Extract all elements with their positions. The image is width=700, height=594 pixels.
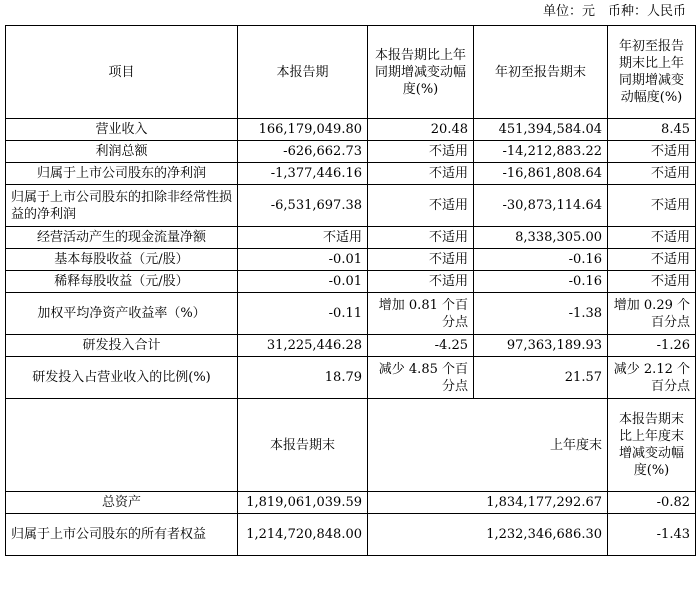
table-row xyxy=(6,492,696,514)
row-label: 稀释每股收益（元/股） xyxy=(6,271,238,293)
header2-prev-year-end: 上年度末 xyxy=(368,399,608,492)
table-row xyxy=(6,293,696,335)
cell-value: -0.11 xyxy=(238,293,368,335)
cell-value: 451,394,584.04 xyxy=(474,119,608,141)
header2-period-end: 本报告期末 xyxy=(238,399,368,492)
header-ytd: 年初至报告期末 xyxy=(474,26,608,119)
cell-value: 不适用 xyxy=(368,141,474,163)
cell-value: 减少 4.85 个百分点 xyxy=(368,357,474,399)
cell-value: -4.25 xyxy=(368,335,474,357)
cell-value: -1.43 xyxy=(608,514,696,556)
cell-value: 31,225,446.28 xyxy=(238,335,368,357)
cell-value: 减少 2.12 个百分点 xyxy=(608,357,696,399)
row-label: 加权平均净资产收益率（%） xyxy=(6,293,238,335)
cell-value: 8,338,305.00 xyxy=(474,227,608,249)
table-row xyxy=(6,357,696,399)
table-row xyxy=(6,119,696,141)
cell-value: -1,377,446.16 xyxy=(238,163,368,185)
table-row xyxy=(6,163,696,185)
table-header-row xyxy=(6,26,696,119)
cell-value: 不适用 xyxy=(608,141,696,163)
header2-blank-cell xyxy=(6,399,238,492)
cell-value: -1.38 xyxy=(474,293,608,335)
cell-value: -16,861,808.64 xyxy=(474,163,608,185)
cell-value: 不适用 xyxy=(608,227,696,249)
cell-value: 不适用 xyxy=(608,249,696,271)
cell-value: 不适用 xyxy=(368,249,474,271)
header-current-change: 本报告期比上年同期增减变动幅度(%) xyxy=(368,26,474,119)
cell-value: -0.82 xyxy=(608,492,696,514)
header-ytd-change: 年初至报告期末比上年同期增减变动幅度(%) xyxy=(608,26,696,119)
row-label: 归属于上市公司股东的净利润 xyxy=(6,163,238,185)
cell-value: 20.48 xyxy=(368,119,474,141)
cell-value: 1,232,346,686.30 xyxy=(368,514,608,556)
cell-value: 增加 0.29 个百分点 xyxy=(608,293,696,335)
table-header-row-2 xyxy=(6,399,696,492)
row-label: 研发投入占营业收入的比例(%) xyxy=(6,357,238,399)
cell-value: 21.57 xyxy=(474,357,608,399)
table-row xyxy=(6,141,696,163)
cell-value: 增加 0.81 个百分点 xyxy=(368,293,474,335)
cell-value: 1,214,720,848.00 xyxy=(238,514,368,556)
table-row xyxy=(6,227,696,249)
row-label: 利润总额 xyxy=(6,141,238,163)
unit-currency-note: 单位：元 币种：人民币 xyxy=(542,4,686,19)
cell-value: -1.26 xyxy=(608,335,696,357)
cell-value: -0.16 xyxy=(474,249,608,271)
cell-value: -0.01 xyxy=(238,249,368,271)
row-label: 归属于上市公司股东的所有者权益 xyxy=(6,514,238,556)
cell-value: 18.79 xyxy=(238,357,368,399)
cell-value: 不适用 xyxy=(608,271,696,293)
row-label: 归属于上市公司股东的扣除非经常性损益的净利润 xyxy=(6,185,238,227)
header-current-period: 本报告期 xyxy=(238,26,368,119)
row-label: 研发投入合计 xyxy=(6,335,238,357)
table-row xyxy=(6,514,696,556)
cell-value: 不适用 xyxy=(368,185,474,227)
cell-value: 不适用 xyxy=(608,185,696,227)
table-row xyxy=(6,185,696,227)
row-label: 经营活动产生的现金流量净额 xyxy=(6,227,238,249)
cell-value: -626,662.73 xyxy=(238,141,368,163)
cell-value: 不适用 xyxy=(368,271,474,293)
row-label: 基本每股收益（元/股） xyxy=(6,249,238,271)
cell-value: 1,834,177,292.67 xyxy=(368,492,608,514)
table-row xyxy=(6,271,696,293)
cell-value: -14,212,883.22 xyxy=(474,141,608,163)
cell-value: -6,531,697.38 xyxy=(238,185,368,227)
cell-value: 不适用 xyxy=(368,163,474,185)
cell-value: 1,819,061,039.59 xyxy=(238,492,368,514)
table-row xyxy=(6,249,696,271)
cell-value: 166,179,049.80 xyxy=(238,119,368,141)
cell-value: 不适用 xyxy=(368,227,474,249)
cell-value: 8.45 xyxy=(608,119,696,141)
financial-data-table xyxy=(5,25,696,556)
table-row xyxy=(6,335,696,357)
row-label: 总资产 xyxy=(6,492,238,514)
header2-change: 本报告期末比上年度末增减变动幅度(%) xyxy=(608,399,696,492)
cell-value: -0.01 xyxy=(238,271,368,293)
cell-value: 不适用 xyxy=(608,163,696,185)
row-label: 营业收入 xyxy=(6,119,238,141)
cell-value: 97,363,189.93 xyxy=(474,335,608,357)
cell-value: -30,873,114.64 xyxy=(474,185,608,227)
cell-value: 不适用 xyxy=(238,227,368,249)
cell-value: -0.16 xyxy=(474,271,608,293)
header-item: 项目 xyxy=(6,26,238,119)
